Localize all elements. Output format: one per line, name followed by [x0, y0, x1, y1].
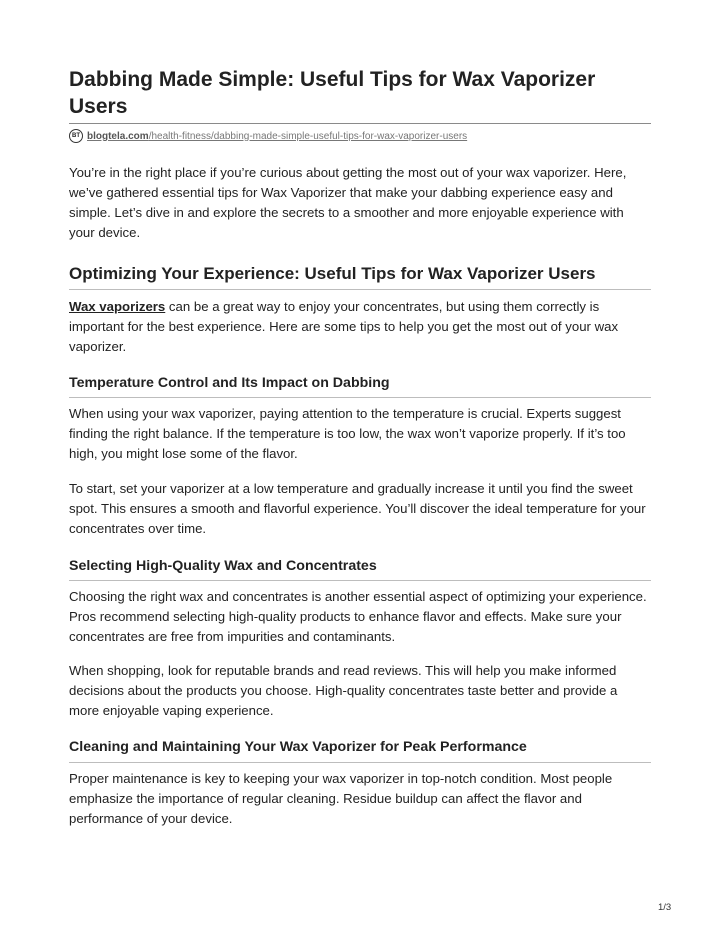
- section-intro-paragraph: [69, 297, 651, 357]
- cleaning-paragraph-1: Proper maintenance is key to keeping your wax vaporizer in top-notch condition. Most people emphasize the importance of regular cleaning. Residue buildup can affect the flavor and performance of your device.: [69, 771, 613, 826]
- subsection-divider-cleaning: [69, 762, 651, 763]
- quality-paragraph-2: When shopping, look for reputable brands and read reviews. This will help you make informed decisions about the products you choose. High-quality concentrates taste better and provide a more enjoyable vaping experience.: [69, 663, 618, 718]
- wax-vaporizers-link[interactable]: Wax vaporizers: [69, 299, 166, 314]
- source-line: [69, 128, 651, 144]
- page-title: Dabbing Made Simple: Useful Tips for Wax Vaporizer Users: [69, 68, 596, 118]
- subsection-divider-temperature: [69, 397, 651, 398]
- source-path: /health-fitness/dabbing-made-simple-useful-tips-for-wax-vaporizer-users: [148, 130, 468, 142]
- section-intro-text: can be a great way to enjoy your concentrates, but using them correctly is important for the best experience. Here are some tips to help you get the most out of your wax vaporizer.: [69, 299, 619, 354]
- intro-paragraph: You’re in the right place if you’re curious about getting the most out of your wax vaporizer. Here, we’ve gathered essential tips for Wax Vaporizer that make your dabbing experience easy and simple. Let’s dive in and explore the secrets to a smoother and more enjoyable experience with your device.: [69, 165, 627, 240]
- temperature-paragraph-1: When using your wax vaporizer, paying attention to the temperature is crucial. Experts suggest finding the right balance. If the temperature is too low, the wax won’t vaporize properly. If it’s too high, you might lose some of the flavor.: [69, 406, 626, 461]
- source-url-link[interactable]: [87, 131, 467, 142]
- quality-paragraph-1: Choosing the right wax and concentrates is another essential aspect of optimizing your experience. Pros recommend selecting high-quality products to enhance flavor and effects. Make sure your concentrates are free from impurities and contaminants.: [69, 589, 647, 644]
- source-domain: blogtela.com: [87, 130, 149, 142]
- section-heading: Optimizing Your Experience: Useful Tips for Wax Vaporizer Users: [69, 264, 596, 283]
- subsection-divider-quality: [69, 580, 651, 581]
- temperature-paragraph-2: To start, set your vaporizer at a low temperature and gradually increase it until you find the sweet spot. This ensures a smooth and flavorful experience. You’ll discover the ideal temperature for your concentrates over time.: [69, 481, 646, 536]
- subsection-heading-cleaning: Cleaning and Maintaining Your Wax Vaporizer for Peak Performance: [69, 739, 527, 755]
- section-heading-divider: [69, 289, 651, 290]
- site-logo-icon: BT: [69, 129, 83, 143]
- subsection-heading-temperature: Temperature Control and Its Impact on Dabbing: [69, 375, 390, 391]
- page-number: 1/3: [658, 902, 672, 913]
- subsection-heading-quality: Selecting High-Quality Wax and Concentrates: [69, 558, 377, 574]
- title-divider: [69, 123, 651, 124]
